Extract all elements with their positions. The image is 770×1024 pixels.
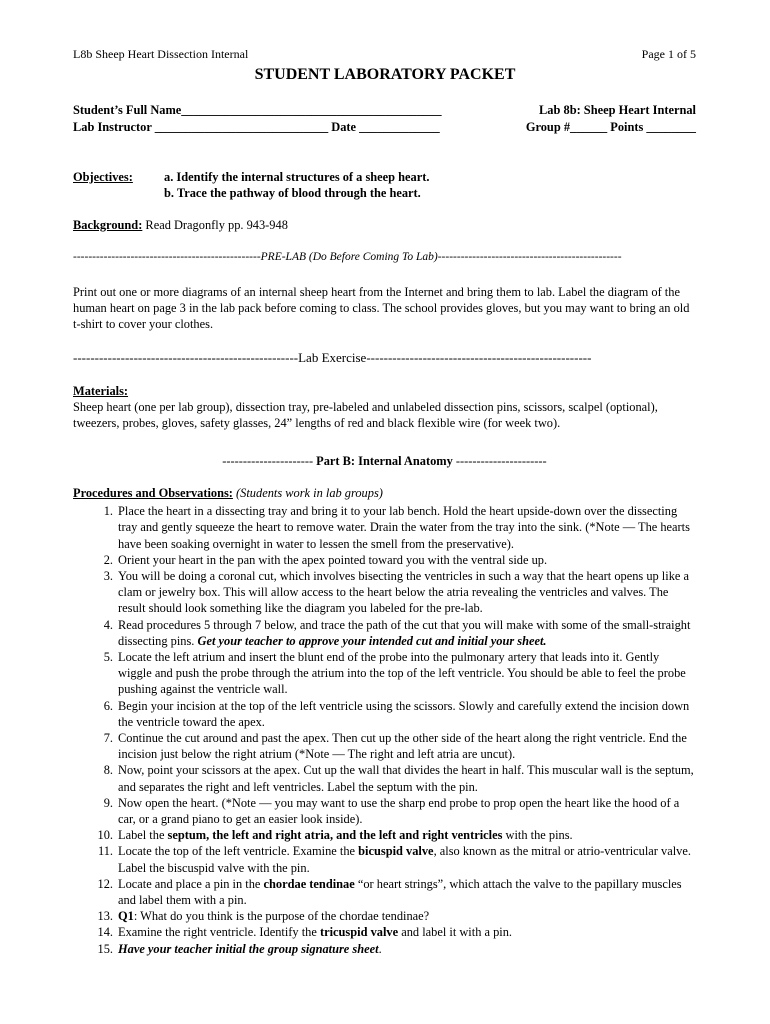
procedures-label: Procedures and Observations: <box>73 486 233 500</box>
materials-section <box>73 383 696 432</box>
part-b-dashes-left: ---------------------- <box>222 454 317 468</box>
list-item: 12. Locate and place a pin in the chordae tendinae “or heart strings”, which attach the valve to the papillary muscles and label them with a pin. <box>97 876 682 908</box>
procedures-section <box>73 485 696 957</box>
procedures-note: (Students work in lab groups) <box>236 486 383 500</box>
group-points-field: Group #______ Points ________ <box>525 120 696 134</box>
list-item: 7. Continue the cut around and past the apex. Then cut up the other side of the heart along the right ventricle. End the incision just below the right atrium (*Note — The right and left atria are uncut). <box>103 731 687 762</box>
student-name-line <box>73 102 696 118</box>
list-item: 5. Locate the left atrium and insert the blunt end of the probe into the pulmonary artery that leads into it. Gently wiggle and push the probe through the atrium into the top of the left ventricle. You should be able to feel the probe pushing against the ventricle wall. <box>103 650 686 697</box>
materials-text: Sheep heart (one per lab group), dissection tray, pre-labeled and unlabeled dissection pins, scissors, scalpel (optional), tweezers, probes, gloves, safety glasses, 24” lengths of red and black flexible wire (for week two). <box>73 400 658 431</box>
background-section <box>73 217 696 233</box>
background-text: Read Dragonfly pp. 943-948 <box>142 218 288 232</box>
list-item: 14. Examine the right ventricle. Identify the tricuspid valve and label it with a pin. <box>97 925 513 940</box>
part-b-heading <box>73 453 696 469</box>
procedure-steps <box>73 503 696 957</box>
list-item: 15. Have your teacher initial the group signature sheet. <box>97 941 382 956</box>
objective-b: b. Trace the pathway of blood through the heart. <box>164 186 421 201</box>
lab-exercise-separator: ----------------------------------------------------Lab Exercise---------------------------------------------------- <box>73 350 592 365</box>
list-item: 8. Now, point your scissors at the apex. Cut up the wall that divides the heart in half. This muscular wall is the septum, and separates the right and left ventricles. Label the septum with the pin. <box>103 763 694 794</box>
instructor-date-field: Lab Instructor ____________________________ Date _____________ <box>73 120 440 134</box>
part-b-label: Part B: Internal Anatomy <box>316 454 453 468</box>
list-item: 11. Locate the top of the left ventricle. Examine the bicuspid valve, also known as the mitral or atrio-ventricular valve. Label the biscuspid valve with the pin. <box>97 844 691 875</box>
prelab-text: Print out one or more diagrams of an internal sheep heart from the Internet and bring them to lab. Label the diagram of the human heart on page 3 in the lab pack before coming to class. The school provides gloves, but you may want to bring an old t-shirt to cover your clothes. <box>73 285 690 332</box>
part-b-dashes-right: ---------------------- <box>452 454 547 468</box>
list-item: 6. Begin your incision at the top of the left ventricle using the scissors. Slowly and carefully extend the incision down the ventricle toward the apex. <box>103 698 690 729</box>
objectives-section <box>73 169 696 201</box>
student-name-field: Student’s Full Name__________________________________________ <box>73 103 442 117</box>
list-item: 9. Now open the heart. (*Note — you may want to use the sharp end probe to prop open the heart like the hood of a car, or a grand piano to get an easier look inside). <box>103 795 680 827</box>
list-item: 13. Q1: What do you think is the purpose of the chordae tendinae? <box>97 909 430 924</box>
page-title: STUDENT LABORATORY PACKET <box>254 66 516 83</box>
header-page-number: Page 1 of 5 <box>641 47 696 61</box>
lab-name: Lab 8b: Sheep Heart Internal <box>539 103 696 117</box>
list-item: 4. Read procedures 5 through 7 below, and trace the path of the cut that you will make with some of the small-straight dissecting pins. Get your teacher to approve your intended cut and initial your sheet. <box>103 617 691 648</box>
running-header <box>73 46 696 62</box>
header-left: L8b Sheep Heart Dissection Internal <box>73 47 249 61</box>
list-item: 10. Label the septum, the left and right atria, and the left and right ventricles with the pins. <box>97 828 573 843</box>
objective-a: a. Identify the internal structures of a sheep heart. <box>164 170 430 184</box>
background-label: Background: <box>73 218 143 232</box>
prelab-separator: -------------------------------------------------PRE-LAB (Do Before Coming To Lab)------------------------------------------------ <box>73 251 622 263</box>
objectives-label: Objectives: <box>73 170 133 184</box>
list-item: 1. Place the heart in a dissecting tray and bring it to your lab bench. Hold the heart upside-down over the dissecting tray and gently squeeze the heart to remove water. Drain the water from the tray into the sink. (*Note — The hearts have been soaking overnight in water to lessen the smell from the preservative). <box>103 504 690 551</box>
list-item: 2. Orient your heart in the pan with the apex pointed toward you with the ventral side up. <box>103 552 548 567</box>
materials-label: Materials: <box>73 384 129 398</box>
list-item: 3. You will be doing a coronal cut, which involves bisecting the ventricles in such a way that the heart opens up like a clam or jewelry box. This will allow access to the heart below the atria revealing the ventricles and valves. The result should look something like the diagram you labeled for the pre-lab. <box>103 569 689 616</box>
instructor-line <box>73 119 696 135</box>
